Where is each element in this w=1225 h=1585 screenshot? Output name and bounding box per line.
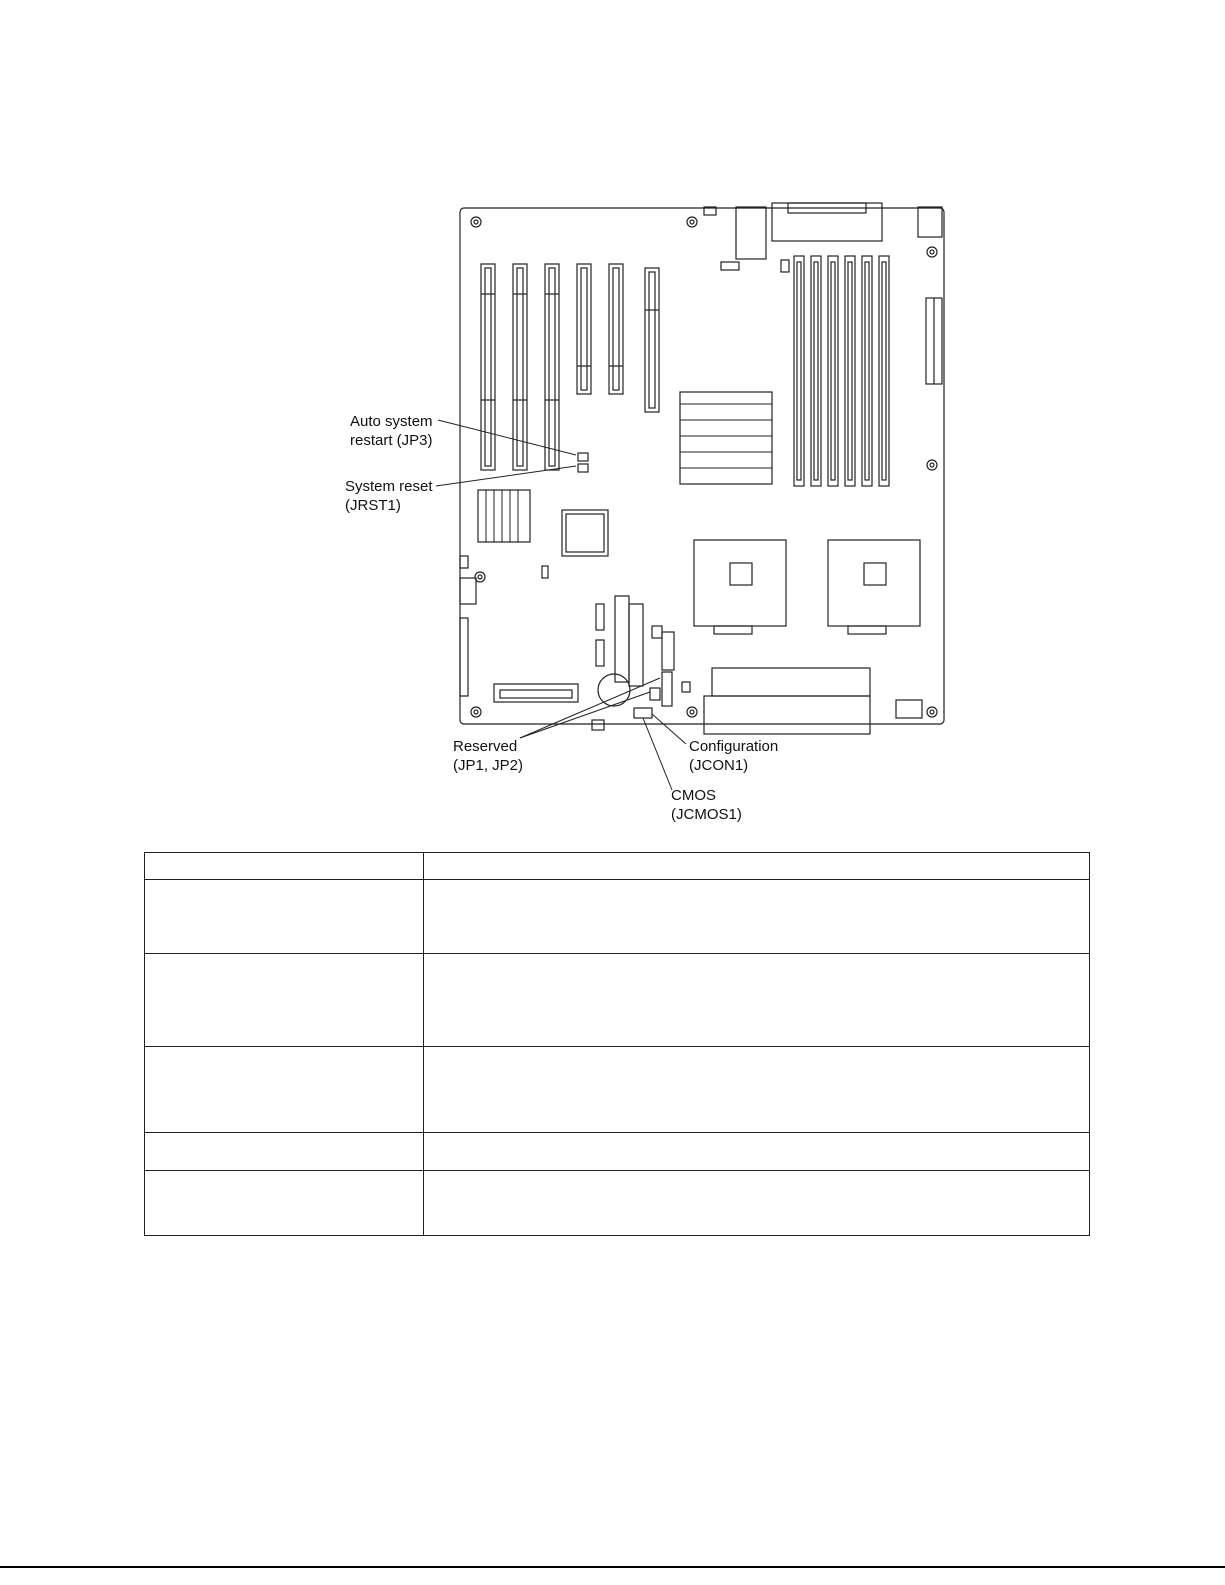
- table-row: [145, 880, 1090, 954]
- table-header-row: [145, 853, 1090, 880]
- table-cell: [424, 1133, 1090, 1171]
- table-cell: [145, 1047, 424, 1133]
- callout-system-reset: System reset (JRST1): [345, 478, 433, 514]
- table-row: [145, 954, 1090, 1047]
- table-cell: [424, 1171, 1090, 1236]
- table-cell: [424, 954, 1090, 1047]
- jumper-table: [144, 852, 1090, 1236]
- table-cell: [145, 853, 424, 880]
- table-cell: [424, 880, 1090, 954]
- table-cell: [424, 853, 1090, 880]
- callout-auto-system-restart: Auto system restart (JP3): [350, 413, 433, 449]
- table-cell: [145, 880, 424, 954]
- callout-cmos: CMOS (JCMOS1): [671, 787, 742, 823]
- table-row: [145, 1133, 1090, 1171]
- table-cell: [145, 954, 424, 1047]
- table-cell: [424, 1047, 1090, 1133]
- table-cell: [145, 1171, 424, 1236]
- page-bottom-rule: [0, 1566, 1225, 1568]
- callout-reserved: Reserved (JP1, JP2): [453, 738, 524, 774]
- table-cell: [145, 1133, 424, 1171]
- callout-configuration: Configuration (JCON1): [689, 738, 779, 774]
- table-row: [145, 1171, 1090, 1236]
- table-row: [145, 1047, 1090, 1133]
